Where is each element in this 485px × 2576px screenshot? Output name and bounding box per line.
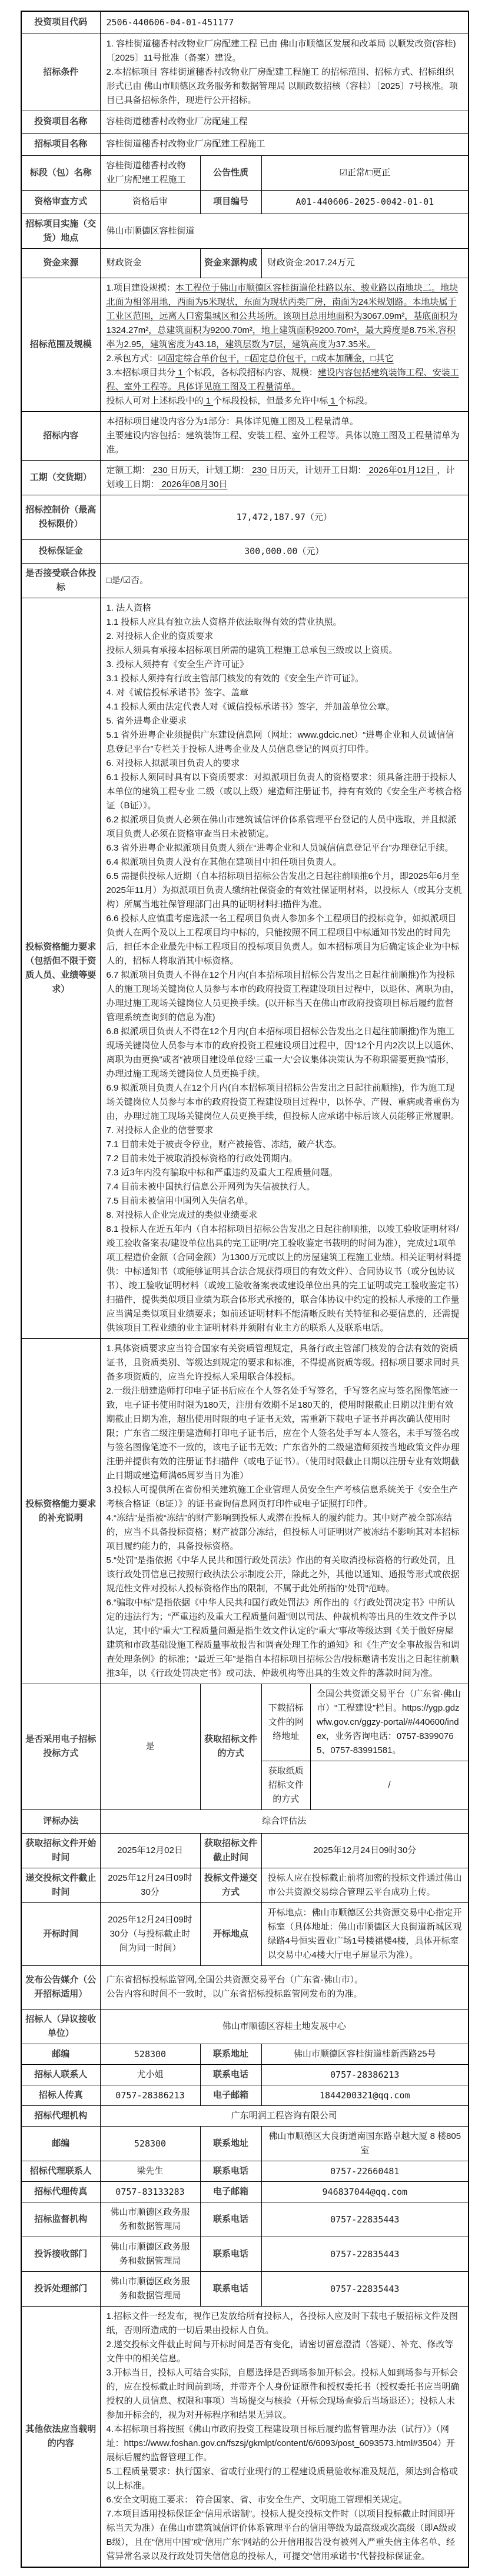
table-row — [21, 1868, 469, 1902]
e-bidding-value: 是 — [100, 1684, 200, 1809]
other-item: 2.递交投标文件截止时间与开标时间是否有变化，请密切留意澄清（答疑）、补充、修改等文件中的相关信息。 — [106, 2339, 454, 2364]
supervision-agency-value: 佛山市顺德区政务服务和数据管理局 — [100, 2202, 200, 2237]
tender-content-label: 招标内容 — [21, 411, 100, 460]
table-row — [21, 495, 469, 539]
funding-source-label: 资金来源 — [21, 248, 100, 278]
tenderer-contact-value: 尤小姐 — [100, 2064, 200, 2085]
table-row — [21, 2271, 469, 2306]
agency-email-value: 946837044@qq.com — [261, 2181, 469, 2202]
qual-supp-item: 3.投标人可提供所在省份相关建筑施工企业管理人员安全生产考核信息系统关于《安全生产考核合格证（B证）》的证书查询信息网页打印件或电子证照打印件。 — [106, 1484, 459, 1509]
tender-project-name-value: 容桂街道穗香村改物业厂房配建工程施工 — [100, 133, 469, 155]
agency-address-label: 联系地址 — [200, 2126, 261, 2161]
agency-postcode-label: 邮编 — [21, 2126, 100, 2161]
qual-supp-item: 2.一级注册建造师打印电子证书后应在个人签名处手写签名，手写签名应与签名图像笔迹一致，电子证书使用时限为180天，注册有效期不足180天的，使用时限截止日期以注册有效期截止日期为准，超出使用时限的电子证书无效，需重新下载电子证书并再次确认使用时限；广东省二级注册建造师打印电子证书后，应在个人签名处手写本人签名，未手写签名或与签名图像笔迹不一致的，该电子证书无效；广东省外的二级建造师须按当地政策文件办理注册并提供有效的注册证书扫描件（或电子证书）。（使用时限截止日期以注册专业有效期截止日期或建造师满65周岁当日为准） — [106, 1385, 460, 1481]
qual-req-item: 7.5 目前未被信用中国列入失信名单。 — [106, 1195, 254, 1206]
agency-phone-value: 0757-22660481 — [261, 2161, 469, 2181]
funding-composition-label: 资金来源构成 — [200, 248, 261, 278]
scope-p3-b: 1 — [175, 367, 185, 378]
other-item: 1.招标文件一经发布，视作已发放给所有投标人，各投标人应及时下载电子版招标文件及图纸，否则所造成的一切后果由投标人自负。 — [106, 2311, 459, 2335]
qual-req-item: 3.1 投标人须持有行政主管部门核发的有效的《安全生产许可证》。 — [106, 673, 364, 684]
content-paragraph-2: 主要建设内容包括：建筑装饰工程、安装工程、室外工程等。具体以施工图及工程量清单为准。 — [106, 430, 460, 455]
tenderer-postcode-label: 邮编 — [21, 2044, 100, 2064]
scope-p1-body: 本工程位于佛山市顺德区容桂街道伦桂路以东、骏业路以南地块二。地块北面为相邻用地，西面为5米现状，东面为现状丙类厂房，南面为24米规划路。本地块属于工业区范围，远离人口密集城区和公共场所。该项目总用地面积为3067.09m²，基底面积为1324.27m²，总建筑面积为9200.70m²，地上建筑面积9200.70m²，最大跨度是8.75米,容积率为2.95，建筑密度为43.18，建筑层数为7层，建筑高度为37.35米。 — [106, 282, 459, 349]
tender-project-name-label: 招标项目名称 — [21, 133, 100, 155]
duration-seg-d: 230 — [249, 465, 270, 475]
tender-announcement-table — [21, 11, 469, 2568]
qual-req-item: 6.8 拟派项目负责人不得在12个月内(自本招标项目招标公告发出之日起往前顺推)作为施工现场关键岗位人员参与本市的政府投资工程建设项目过程中，因“12个月内2次以上以退休、离职为由更换”或者“被项目建设单位经‘三重一大’会议集体决策认为不称职需要更换”情形，办理过施工现场关键岗位人员更换手续。 — [106, 1026, 460, 1079]
agency-email-label: 电子邮箱 — [200, 2181, 261, 2202]
qual-req-item: 8. 对投标人企业完成过的类似业绩要求 — [106, 1209, 258, 1220]
tender-scope-value — [100, 278, 469, 411]
agency-value: 广东明润工程咨询有限公司 — [100, 2105, 469, 2126]
table-row — [21, 278, 469, 411]
table-row — [21, 2064, 469, 2085]
complaint-handling-label: 投诉处理部门 — [21, 2271, 100, 2306]
qual-req-item: 6.7 拟派项目负责人不得在12个月内(自本招标项目招标公告发出之日起往前顺推)作为投标人的施工现场关键岗位人员参与本市的政府投资工程建设项目过程中，以退休、离职为由，办理过施工现场关键岗位人员更换手续。(以开标当天在佛山市政府投资项目标后履约监督管理系统查询到的信息为准) — [106, 969, 460, 1022]
table-row — [21, 2044, 469, 2064]
qual-req-item: 6.9 拟派项目负责人在12个月内(自本招标项目招标公告发出之日起往前顺推)，作为施工现场关键岗位人员参与本市的政府投资工程建设项目过程中，以怀孕、产假、重病或者重伤为由，办理过施工现场关键岗位人员更换手续，但投标人应承诺中标后该人员能够正常履职。 — [106, 1082, 460, 1121]
tenderer-phone-label: 联系电话 — [200, 2064, 261, 2085]
project-code-value: 2506-440606-04-01-451177 — [100, 11, 469, 34]
scope-p4-c: 个标段投标，但最多允许中标 — [213, 395, 328, 406]
tenderer-fax-value: 0757-28386213 — [100, 2085, 200, 2105]
notice-nature-label: 公告性质 — [200, 155, 261, 190]
bid-opening-place-label: 开标地点 — [200, 1902, 261, 1965]
qual-req-item: 7.1 目前未处于被责令停业，财产被接管、冻结，破产状态。 — [106, 1139, 342, 1149]
section-name-value: 容桂街道穗香村改物业厂房配建工程施工 — [100, 155, 200, 190]
media-paragraph-1: 广东省招标投标监管网,全国公共资源交易平台（广东省·佛山市）。 — [106, 1975, 364, 1985]
duration-seg-c: 日历天，计划工期： — [170, 465, 250, 475]
tenderer-address-value: 佛山市顺德区容桂街道桂新西路25号 — [261, 2044, 469, 2064]
table-row — [21, 1902, 469, 1965]
duration-seg-f: 2026年01月12日 — [366, 465, 437, 475]
media-paragraph-2: 公告内容和时间不一致时，以广东省招标投标监管网发布的为准。 — [106, 1989, 363, 1999]
qual-req-item: 2. 对投标人企业的资质要求 — [106, 631, 214, 641]
agency-postcode-value: 528300 — [100, 2126, 200, 2161]
tenderer-phone-value: 0757-28386213 — [261, 2064, 469, 2085]
other-item: 5.工程质量要求：执行国家、省或行业现行的工程建设质量验收标准及规范，须达到合格或以上标准。 — [106, 2466, 459, 2491]
tender-conditions-label: 招标条件 — [21, 34, 100, 111]
obtain-method-label: 获取招标文件的方式 — [200, 1684, 261, 1809]
table-row — [21, 2105, 469, 2126]
qualification-supplement-value — [100, 1338, 469, 1684]
bid-bond-label: 投标保证金 — [21, 539, 100, 563]
qual-req-item: 1. 法人资格 — [106, 602, 152, 613]
qual-req-item: 6.2 拟派项目负责人必须在佛山市建筑诚信评价体系管理平台登记的人员中选取，并且拟派项目负责人必须在资格审查当日未被锁定。 — [106, 814, 457, 839]
evaluation-method-label: 评标办法 — [21, 1809, 100, 1833]
scope-p2-head: 2.承包方式： — [106, 353, 158, 364]
bid-opening-time-label: 开标时间 — [21, 1902, 100, 1965]
qual-supp-item: 6.“骗取中标”是指依据《中华人民共和国行政处罚法》所作出的《行政处罚决定书》中所认定的违法行为；“严重违约及重大工程质量问题”则以司法、仲裁机构等出具的生效文件予以认定，其中的“重大”工程质量问题是指生效文件认定的“重大”事故等级达到《关于做好房屋建筑和市政基础设施工程质量事故报告和调查处理工作的通知》和《生产安全事故报告和调查处理条例》的标准；“最近三年”是指自本招标项目招标公告/投标邀请书发出之日起往前顺推3年，以《行政处罚决定书》或司法、仲裁机构等出具的生效文件的落款时间为准。 — [106, 1597, 460, 1678]
consortium-value: □是/☑否。 — [100, 563, 469, 598]
scope-p4-a: 投标人可对上述标段中的 — [106, 395, 204, 406]
table-row — [21, 248, 469, 278]
download-address-label: 下载招标文件的网络地址 — [262, 1684, 311, 1761]
complaint-handling-phone-label: 联系电话 — [200, 2271, 261, 2306]
table-row — [21, 2085, 469, 2105]
other-content-label: 其他依法应当载明的内容 — [21, 2306, 100, 2567]
investment-project-name-label: 投资项目名称 — [21, 111, 100, 133]
agency-fax-value: 0757-83133283 — [100, 2181, 200, 2202]
table-row — [21, 2009, 469, 2044]
qual-req-item: 6.6 投标人应慎重考虑选派一名工程项目负责人参加多个工程项目的投标竞争，如拟派项目负责人在两个及以上工程项目均中标的，只能按照不同工程项目中标通知书发出的时间先后，担任本企业最先中标工程项目的投标项目负责人。如本招标项目为后确定该企业为中标人的，招标人将取消其中标资格。 — [106, 913, 460, 966]
qual-req-item: 5. 省外进粤企业要求 — [106, 715, 187, 726]
announcement-media-value — [100, 1965, 469, 2009]
control-price-label: 招标控制价（最高投标限价） — [21, 495, 100, 539]
qual-req-item: 6.5 需提供投标人近期（自本招标项目招标公告发出之日起往前顺推6个月，即2025年6月至2025年11月）为拟派项目负责人缴纳社保资金的有效社保证明材料，以投标人（或其分支机构）所属当地社保管理部门出具的证明材料扫描件为准。 — [106, 871, 462, 909]
doc-obtain-start-value: 2025年12月02日 — [100, 1833, 200, 1868]
qual-req-item: 7.3 近3年内没有骗取中标和严重违约及重大工程质量问题。 — [106, 1167, 338, 1178]
evaluation-method-value: 综合评估法 — [100, 1809, 469, 1833]
tender-content-value — [100, 411, 469, 460]
paper-document-value: / — [311, 1761, 469, 1809]
table-row — [21, 2126, 469, 2161]
table-row — [21, 2237, 469, 2271]
duration-label: 工期（交货期） — [21, 460, 100, 495]
tenderer-address-label: 联系地址 — [200, 2044, 261, 2064]
complaint-handling-value: 佛山市顺德区政务服务和数据管理局 — [100, 2271, 200, 2306]
qual-req-item: 6.3 省外进粤企业拟派项目负责人须在“进粤企业和人员诚信信息登记平台”办理登记手续。 — [106, 842, 454, 853]
doc-obtain-end-label: 获取招标文件截止时间 — [200, 1833, 261, 1868]
qual-req-item: 7.2 目前未处于被取消投标资格的行政处罚期内。 — [106, 1153, 298, 1164]
agency-contact-value: 梁先生 — [100, 2161, 200, 2181]
supervision-phone-label: 联系电话 — [200, 2202, 261, 2237]
section-name-label: 标段（包）名称 — [21, 155, 100, 190]
qual-req-item: 1.1 投标人应具有独立法人资格并依法取得有效的营业执照。 — [106, 616, 342, 627]
complaint-handling-phone-value: 0757-22835443 — [261, 2271, 469, 2306]
table-row — [21, 539, 469, 563]
table-row — [21, 1684, 469, 1809]
table-row — [21, 460, 469, 495]
duration-value — [100, 460, 469, 495]
delivery-location-value: 佛山市顺德区容桂街道 — [100, 214, 469, 248]
duration-seg-h: 2026年08月30日 — [159, 479, 228, 489]
scope-p1-head: 1.项目建设规模： — [106, 282, 176, 293]
duration-seg-a: 定额工期： — [106, 465, 151, 475]
agency-phone-label: 联系电话 — [200, 2161, 261, 2181]
tender-scope-label: 招标范围及规模 — [21, 278, 100, 411]
scope-p2-body: ☑固定综合单价包干，□固定总价包干，□成本加酬金，□其它 — [158, 353, 394, 364]
qual-req-item: 8.1 投标人在近五年内（自本招标项目招标公告发出之日起往前顺推，以竣工验收证明材料/竣工验收备案表/建设单位出具的完工证明/完工验收鉴定书载明的时间为准），完成过1项单项工程造价金额（合同金额）为1300万元或以上的房屋建筑工程施工业绩。相关证明材料提供：中标通知书（或能够证明其合法合规获得项目的有效文件）、合同协议书（或分包协议书）、竣工验收证明材料（或竣工验收备案表或建设单位出具的完工证明或完工验收鉴定书）扫描件，提供类似项目业绩为联合体形式承接的，联合体协议中约定的投标人承接的工作量应当满足类似项目业绩要求；如前述证明材料不能清晰反映有关特征和必要信息的，还需提供该项目工程业绩的业主证明材料并须附有业主方的联系人及联系电话。 — [106, 1224, 461, 1333]
table-row — [21, 214, 469, 248]
qual-req-item: 6.4 拟派项目负责人没有在其他在建项目中担任项目负责人。 — [106, 857, 342, 867]
consortium-label: 是否接受联合体投标 — [21, 563, 100, 598]
scope-p3-c: 个标段，各标段招标内容、规模： — [185, 367, 318, 378]
control-price-value: 17,472,187.97（元） — [100, 495, 469, 539]
scope-paragraph-4 — [107, 394, 463, 408]
complaint-receiving-phone-label: 联系电话 — [200, 2237, 261, 2271]
qualification-requirements-value — [100, 598, 469, 1338]
agency-contact-label: 招标代理联系人 — [21, 2161, 100, 2181]
scope-p4-d: 1 — [328, 395, 338, 406]
tenderer-email-value: 1844200321@qq.com — [261, 2085, 469, 2105]
doc-obtain-end-value: 2025年12月24日09时30分 — [261, 1833, 469, 1868]
investment-project-name-value: 容桂街道穗香村改物业厂房配建工程 — [100, 111, 469, 133]
qualification-requirements-label: 投标资格能力要求（包括但不限于资质人员、业绩等要求） — [21, 598, 100, 1338]
complaint-receiving-value: 佛山市顺德区政务服务和数据管理局 — [100, 2237, 200, 2271]
project-number-label: 项目编号 — [200, 190, 261, 214]
table-row — [21, 563, 469, 598]
funding-source-value: 财政资金 — [100, 248, 200, 278]
qual-req-item: 5.1 省外进粤企业须提供广东建设信息网（网址：www.gdcic.net）“进粤企业和人员诚信信息登记平台”专栏关于投标人进粤企业及人员信息登记的网页打印件。 — [106, 729, 454, 754]
tenderer-fax-label: 招标人传真 — [21, 2085, 100, 2105]
table-row — [21, 34, 469, 111]
tenderer-email-label: 电子邮箱 — [200, 2085, 261, 2105]
table-row — [21, 2202, 469, 2237]
duration-text — [107, 464, 463, 492]
qual-req-item: 6. 对投标人拟派项目负责人的要求 — [106, 758, 240, 768]
other-item: 6.安全文明施工要求： 符合国家、省、市安全生产、文明施工管理相关规定。 — [106, 2494, 408, 2505]
project-code-label: 投资项目代码 — [21, 11, 100, 34]
qual-req-item: 3. 投标人须持有《安全生产许可证》 — [106, 659, 249, 669]
submission-method-label: 投标文件递交方式 — [200, 1868, 261, 1902]
obtain-method-cell — [261, 1684, 469, 1809]
tenderer-value: 佛山市顺德区容桂土地发展中心 — [100, 2009, 469, 2044]
funding-composition-value: 财政资金:2017.24万元 — [261, 248, 469, 278]
qual-req-item: 7. 对投标人企业的信誉要求 — [106, 1125, 214, 1135]
bid-opening-time-value: 2025年12月24日09时30分（与投标截止时间为同一时间） — [100, 1902, 200, 1965]
table-row — [21, 133, 469, 155]
supervision-agency-label: 招标监督机构 — [21, 2202, 100, 2237]
submission-deadline-label: 递交投标文件截止时间 — [21, 1868, 100, 1902]
other-item: 4.本招标项目将按照《佛山市政府投资工程建设项目标后履约监督管理办法（试行）》（网址：https://www.foshan.gov.cn/fszsj/gkmlpt/content/6/6093/post_6093573.html#3504）开展标后履约监督管理工作。 — [106, 2424, 456, 2462]
table-row — [21, 155, 469, 190]
qual-supp-item: 1.具体资质要求应当符合国家有关资质管理规定，具备行政主管部门核发的合法有效的资质证书，且资质类别、等级达到规定的要求和标准，不得提高资质等级。招标项目要求同时具备多项资质的，应当允许投标人采用联合体投标。 — [106, 1343, 460, 1382]
qual-req-item: 4.1 投标人须由法定代表人对《诚信投标承诺书》签字，并加盖单位公章。 — [106, 701, 395, 712]
scope-p4-e: 个标段。 — [337, 395, 373, 406]
tenderer-contact-label: 招标人联系人 — [21, 2064, 100, 2085]
other-item: 7.本项目适用投标保证金“信用承诺制”。投标人提交投标文件时（以项目投标截止时间即开标当天为准）在佛山市建筑诚信评价体系管理平台的信用等级为最高级或次高级（即A级或B级），且在“信用中国”或“信用广东”网站的公开信用报告没有被列入严重失信主体名单、经营异常名录以及行政处罚失信信息的投标人，可提交“信用承诺书”代替投标保证金。 — [106, 2508, 457, 2561]
submission-deadline-value: 2025年12月24日09时30分 — [100, 1868, 200, 1902]
agency-fax-label: 招标代理传真 — [21, 2181, 100, 2202]
qual-supp-item: 5.“处罚”是指依据《中华人民共和国行政处罚法》作出的有关取消投标资格的行政处罚，且该行政处罚信息已按照行政执法公示制度公开，除此之外，其他以通知、通报等形式或依据规范性文件对投标人投标资格作出的限制，不属于此处所指的“处罚”范畴。 — [106, 1555, 460, 1594]
qualification-supplement-label: 投标资格能力要求的补充说明 — [21, 1338, 100, 1684]
supervision-phone-value: 0757-22835443 — [261, 2202, 469, 2237]
agency-address-value: 佛山市顺德区大良街道南国东路卓越大厦 8 楼805 室 — [261, 2126, 469, 2161]
tenderer-postcode-value: 528300 — [100, 2044, 200, 2064]
table-row — [21, 111, 469, 133]
qual-req-item: 6.1 投标人须同时具有以下资质要求：对拟派项目负责人的资格要求：须具备注册于投标人本单位的建筑工程专业 二级（或以上级）建造师注册证书，持有有效的《安全生产考核合格证（B证）》。 — [106, 772, 462, 811]
bid-opening-place-value: 开标地点：佛山市顺德区公共资源交易中心指定开标室（具体地址：佛山市顺德区大良街道新城区观绿路4号恒实置业广场1号楼裙楼4楼，具体开标室以交易中心4楼大厅电子屏显示为准）。 — [261, 1902, 469, 1965]
duration-seg-e: 日历天，计划开工日期： — [269, 465, 367, 475]
scope-p4-b: 1 — [203, 395, 214, 406]
table-row — [21, 1965, 469, 2009]
qualification-review-value: 资格后审 — [100, 190, 200, 214]
scope-paragraph-1 — [107, 281, 463, 352]
announcement-media-label: 发布公告媒介（公开招标适用） — [21, 1965, 100, 2009]
scope-p3-d: 建设内容包括建筑装饰工程、安装工程、室外工程等。具体详见施工图及工程量清单。 — [106, 367, 459, 392]
qual-supp-item: 4.“冻结”是指被“冻结”的财产影响到投标人或潜在投标人的履约能力。其中财产被全部冻结的，应当不具备投标资格；财产被部分冻结，但投标人可证明财产被冻结不影响其对本招标项目履约能力的，具备投标资格。 — [106, 1512, 460, 1551]
table-row — [21, 1833, 469, 1868]
paper-document-label: 获取纸质招标文件的方式 — [262, 1761, 311, 1809]
delivery-location-label: 招标项目实施（交货）地点 — [21, 214, 100, 248]
agency-label: 招标代理机构 — [21, 2105, 100, 2126]
conditions-paragraph-1: 1. 容桂街道穗香村改物业厂房配建工程 已由 佛山市顺德区发展和改革局 以顺发改资(容桂)〔2025〕11号批准（备案）建设。 — [106, 38, 456, 63]
table-row — [21, 2181, 469, 2202]
scope-paragraph-3 — [107, 366, 463, 394]
complaint-receiving-label: 投诉接收部门 — [21, 2237, 100, 2271]
table-row — [21, 190, 469, 214]
table-row — [21, 598, 469, 1338]
e-bidding-label: 是否采用电子招标投标方式 — [21, 1684, 100, 1809]
qualification-review-label: 资格审查方式 — [21, 190, 100, 214]
table-row — [21, 1338, 469, 1684]
complaint-receiving-phone-value: 0757-22835443 — [261, 2237, 469, 2271]
table-row — [21, 11, 469, 34]
tenderer-label: 招标人（异议接收单位） — [21, 2009, 100, 2044]
other-item: 3.开标当日，投标人可结合实际，自愿选择是否到场参加开标会。投标人如到场参与开标会的，应在投标截止时间前到场，并带齐个人身份证原件和授权委托书（授权委托书应当明确授权的人员信息、权限和事项）当场提交与核验（开标会现场查验后当场退还）；投标人未参加开标会的，视为对开标程序和结果无异议。 — [106, 2367, 460, 2420]
duration-seg-g: ，计划竣工日期： — [106, 465, 455, 489]
conditions-paragraph-2: 2.本招标项目 容桂街道穗香村改物业厂房配建工程施工 的招标范围、招标方式、招标组织形式已由 佛山市顺德区政务服务和数据管理局 以顺政数招核（容桂）〔2025〕7号核准。项目已具备招标条件，现进行公开招标。 — [106, 66, 459, 105]
submission-method-value: 投标人应在投标截止前将加密的投标文件通过佛山市公共资源交易综合管理云平台成功上传。 — [261, 1868, 469, 1902]
project-number-value: A01-440606-2025-0042-01-01 — [261, 190, 469, 214]
qual-req-item: 投标人须具有承接本招标项目所需的建筑工程施工总承包三级或以上资质。 — [106, 645, 398, 655]
obtain-method-inner-table — [262, 1684, 469, 1809]
bid-bond-value: 300,000.00（元） — [100, 539, 469, 563]
notice-nature-value: ☑正常/□更正 — [261, 155, 469, 190]
table-row — [21, 2161, 469, 2181]
table-row — [21, 1809, 469, 1833]
qual-req-item: 7.4 目前未被中国执行信息公开网列为失信被执行人。 — [106, 1181, 315, 1192]
other-content-value — [100, 2306, 469, 2567]
doc-obtain-start-label: 获取招标文件开始时间 — [21, 1833, 100, 1868]
content-paragraph-1: 本招标项目建设内容分为1部分：具体详见施工图及工程量清单。 — [106, 416, 358, 426]
tender-conditions-value — [100, 34, 469, 111]
qual-req-item: 4. 对《诚信投标承诺书》签字、盖章 — [106, 687, 249, 698]
table-row — [21, 2306, 469, 2567]
scope-paragraph-2 — [107, 352, 463, 366]
scope-p3-a: 3.本招标项目共分 — [106, 367, 176, 378]
download-address-value: 全国公共资源交易平台（广东省·佛山市）“工程建设”栏目。https://ygp.gdzwfw.gov.cn/ggzy-portal/#/440600/index，业务咨询电话：0757-83990765、0757-83991581。 — [317, 1688, 461, 1755]
table-row — [21, 411, 469, 460]
duration-seg-b: 230 — [150, 465, 170, 475]
